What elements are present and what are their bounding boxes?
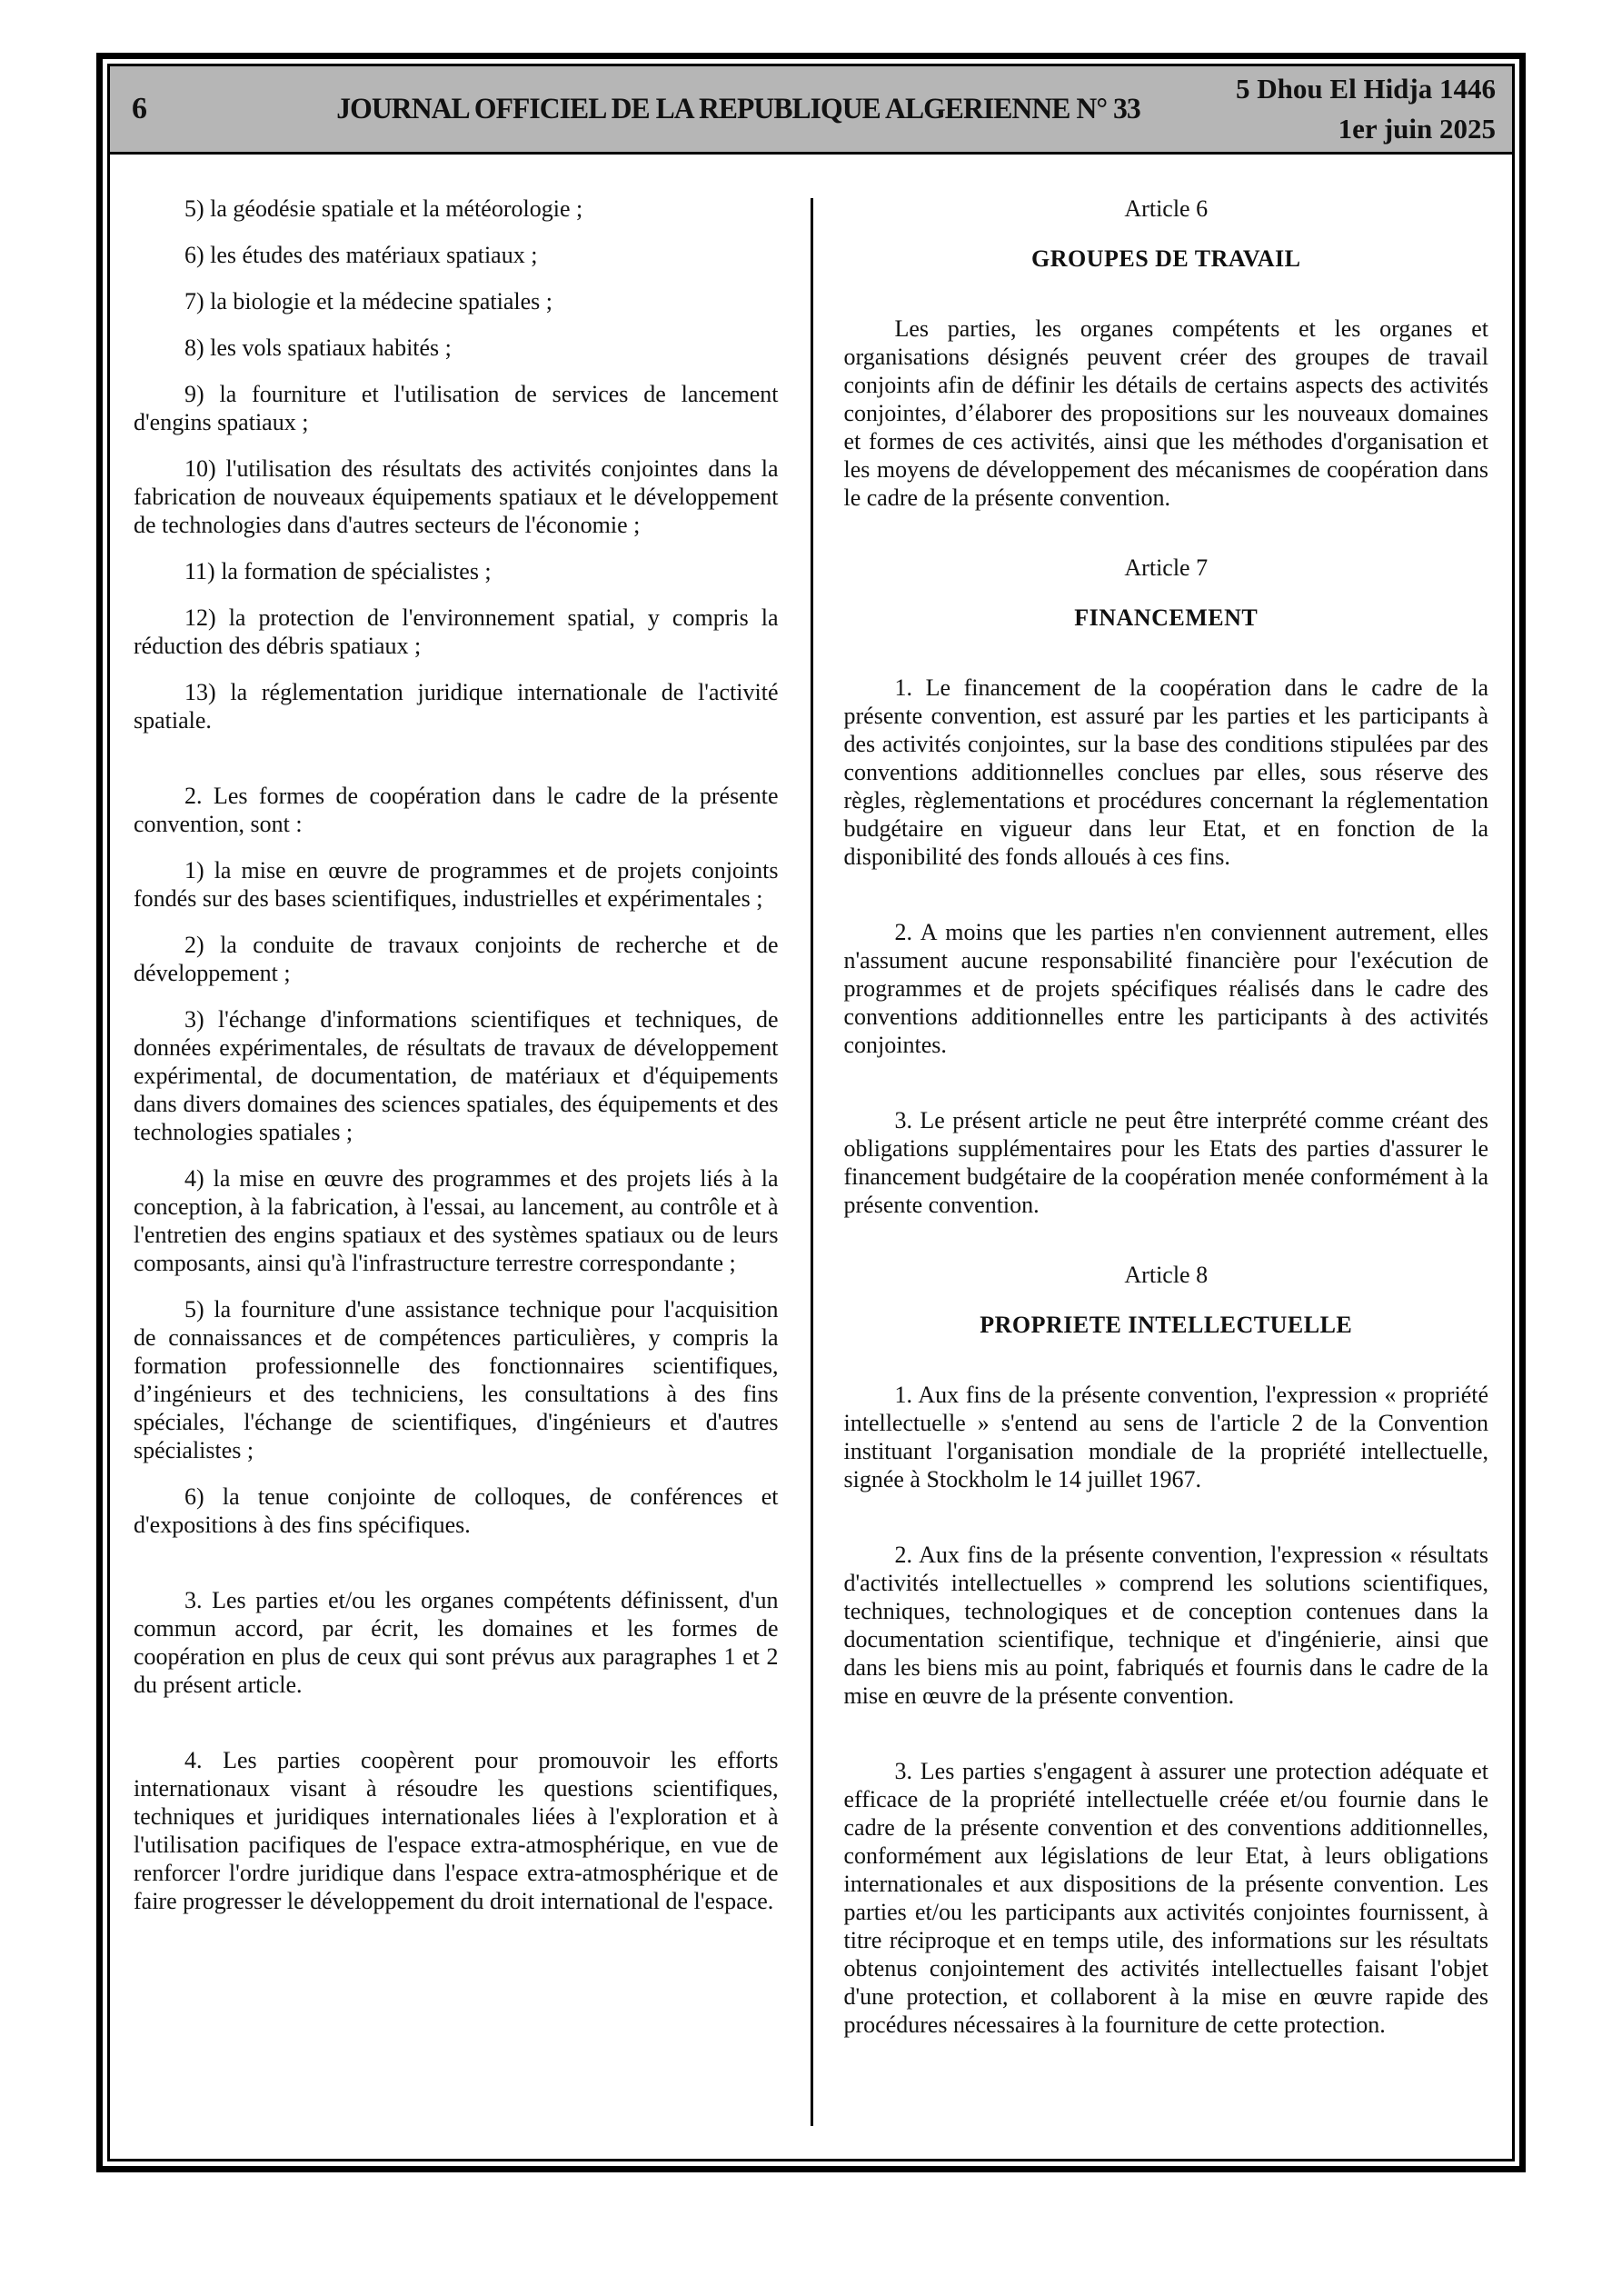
list-item: 6) la tenue conjointe de colloques, de conférences et d'expositions à des fins spécifiques.	[134, 1483, 779, 1538]
list-item: 11) la formation de spécialistes ;	[184, 558, 492, 584]
article-number-heading: Article 6	[1124, 195, 1209, 222]
list-item: 9) la fourniture et l'utilisation de services de lancement d'engins spatiaux ;	[134, 381, 779, 435]
issue-date-hijri: 5 Dhou El Hidja 1446	[1236, 73, 1496, 105]
frame-inner-border	[107, 64, 1515, 2161]
list-item: 10) l'utilisation des résultats des activités conjointes dans la fabrication de nouveaux équipements spatiaux et le développement de technologies dans d'autres secteurs de l'économie ;	[134, 455, 779, 538]
left-column	[110, 195, 811, 2159]
article-paragraph: 2. A moins que les parties n'en conviennent autrement, elles n'assument aucune responsabilité financière pour l'exécution de programmes et de projets spécifiques réalisés dans le cadre des conventions additionnelles entre les participants à des activités conjointes.	[843, 919, 1488, 1058]
article-paragraph: 1. Aux fins de la présente convention, l'expression « propriété intellectuelle » s'entend au sens de l'article 2 de la Convention instituant l'organisation mondiale de la propriété intellectuelle, signée à Stockholm le 14 juillet 1967.	[843, 1382, 1488, 1492]
page-number: 6	[132, 92, 147, 125]
article-number-heading: Article 7	[1124, 554, 1209, 581]
numbered-paragraph: 2. Les formes de coopération dans le cadre de la présente convention, sont :	[134, 783, 779, 837]
article-paragraph: 1. Le financement de la coopération dans le cadre de la présente convention, est assuré par les parties et les participants à des activités conjointes, sur la base des conditions stipulées par des conventions additionnelles conclues par elles, sous réserve des règles, règlementations et procédures concernant la réglementation budgétaire en vigueur dans leur Etat, et en fonction de la disponibilité des fonds alloués à ces fins.	[843, 674, 1488, 870]
article-paragraph: 3. Les parties s'engagent à assurer une protection adéquate et efficace de la propriété intellectuelle créée et/ou fournie dans le cadre de la présente convention et des conventions additionnelles, conformément aux législations de leur Etat, à leurs obligations internationales et aux dispositions de la présente convention. Les parties et/ou les participants aux activités conjointes fournissent, à titre réciproque et en temps utile, des informations sur les résultats obtenus conjointement des activités intellectuelles faisant l'objet d'une protection, et collaborent à la mise en œuvre rapide des procédures nécessaires à la fourniture de cette protection.	[843, 1758, 1488, 2038]
list-item: 7) la biologie et la médecine spatiales ;	[184, 288, 553, 314]
right-column	[811, 195, 1513, 2159]
list-item: 4) la mise en œuvre des programmes et des projets liés à la conception, à la fabrication, à l'essai, au lancement, au contrôle et à l'entretien des engins spatiaux et des systèmes spatiaux ou de leurs composants, ainsi qu'à l'infrastructure terrestre correspondante ;	[134, 1165, 779, 1276]
list-item: 6) les études des matériaux spatiaux ;	[184, 242, 538, 268]
article-name-heading: FINANCEMENT	[1074, 604, 1259, 631]
column-divider	[811, 198, 813, 2126]
article-number-heading: Article 8	[1124, 1262, 1209, 1288]
list-item: 5) la fourniture d'une assistance technique pour l'acquisition de connaissances et de compétences particulières, y compris la formation professionnelle des fonctionnaires scientifiques, d’ingénieurs et des techniciens, les consultations à des fins spéciales, l'échange de scientifiques, d'ingénieurs et d'autres spécialistes ;	[134, 1296, 779, 1463]
article-name-heading: GROUPES DE TRAVAIL	[1030, 245, 1301, 272]
list-item: 12) la protection de l'environnement spatial, y compris la réduction des débris spatiaux ;	[134, 604, 779, 659]
numbered-paragraph: 3. Les parties et/ou les organes compétents définissent, d'un commun accord, par écrit, les domaines et les formes de coopération en plus de ceux qui sont prévus aux paragraphes 1 et 2 du présent article.	[134, 1587, 779, 1698]
journal-title: JOURNAL OFFICIEL DE LA REPUBLIQUE ALGERIENNE N° 33	[336, 92, 1140, 125]
article-paragraph: 3. Le présent article ne peut être interprété comme créant des obligations supplémentaires pour les Etats des parties d'assurer le financement budgétaire de la coopération menée conformément à la présente convention.	[843, 1107, 1488, 1218]
list-item: 2) la conduite de travaux conjoints de recherche et de développement ;	[134, 932, 779, 986]
page-frame	[96, 53, 1526, 2172]
list-item: 1) la mise en œuvre de programmes et de projets conjoints fondés sur des bases scientifiques, industrielles et expérimentales ;	[134, 857, 779, 912]
content-columns	[110, 155, 1512, 2159]
list-item: 13) la réglementation juridique internationale de l'activité spatiale.	[134, 679, 779, 734]
article-paragraph: 2. Aux fins de la présente convention, l'expression « résultats d'activités intellectuelles » comprend les solutions scientifiques, techniques, technologiques et de conception contenues dans la documentation scientifique, technique et d'ingénierie, ainsi que dans les biens mis au point, fabriqués et fournis dans le cadre de la mise en œuvre de la présente convention.	[843, 1542, 1488, 1709]
list-item: 5) la géodésie spatiale et la météorologie ;	[184, 195, 583, 222]
article-paragraph: Les parties, les organes compétents et les organes et organisations désignés peuvent créer des groupes de travail conjoints afin de définir les détails de certains aspects des activités conjointes, d’élaborer des propositions sur les nouveaux domaines et formes de ces activités, ainsi que les méthodes d'organisation et les moyens de développement des mécanismes de coopération dans le cadre de la présente convention.	[843, 315, 1488, 511]
list-item: 3) l'échange d'informations scientifiques et techniques, de données expérimentales, de résultats de travaux de développement expérimental, de documentation, de matériaux et d'équipements dans divers domaines des sciences spatiales, des équipements et des technologies spatiales ;	[134, 1006, 779, 1145]
list-item: 8) les vols spatiaux habités ;	[184, 334, 452, 361]
journal-header	[110, 66, 1512, 155]
numbered-paragraph: 4. Les parties coopèrent pour promouvoir les efforts internationaux visant à résoudre les questions scientifiques, techniques et juridiques internationales liées à l'exploration et à l'utilisation pacifiques de l'espace extra-atmosphérique, en vue de renforcer l'ordre juridique dans l'espace extra-atmosphérique et de faire progresser le développement du droit international de l'espace.	[134, 1747, 779, 1914]
issue-date-gregorian: 1er juin 2025	[1338, 113, 1496, 145]
article-name-heading: PROPRIETE INTELLECTUELLE	[980, 1312, 1353, 1338]
issue-dates	[1236, 69, 1499, 149]
